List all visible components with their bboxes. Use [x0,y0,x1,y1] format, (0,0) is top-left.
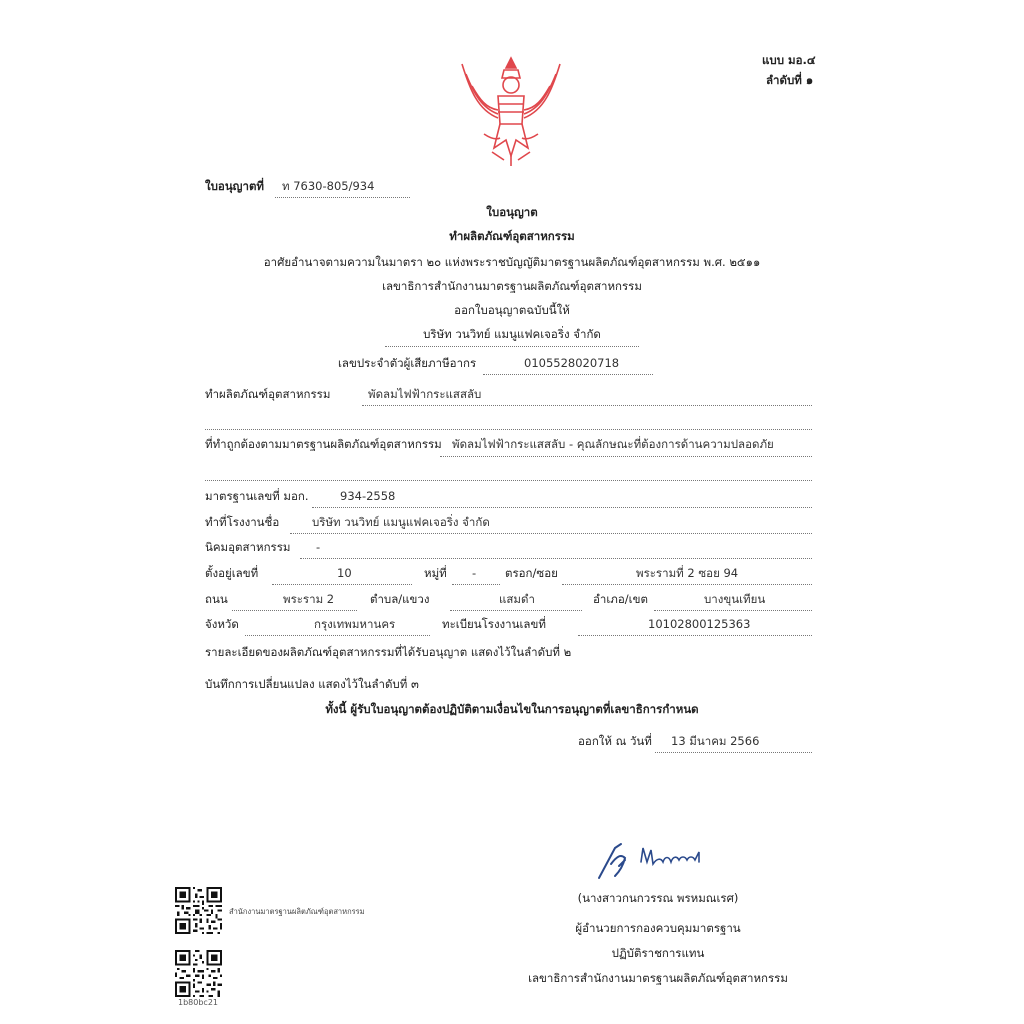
details-note: รายละเอียดของผลิตภัณฑ์อุตสาหกรรมที่ได้รับอนุญาต แสดงไว้ในลำดับที่ ๒ [205,645,572,659]
divider [578,635,812,636]
authority-line-3: ออกใบอนุญาตฉบับนี้ให้ [454,303,570,317]
authority-line-1: อาศัยอำนาจตามความในมาตรา ๒๐ แห่งพระราชบัญญัติมาตรฐานผลิตภัณฑ์อุตสาหกรรม พ.ศ. ๒๕๑๑ [263,255,761,269]
estate-label: นิคมอุตสาหกรรม [205,540,291,554]
form-code: แบบ มอ.๔ [762,53,816,67]
subdistrict-label: ตำบล/แขวง [370,592,430,606]
divider [483,374,653,375]
qr-caption: สำนักงานมาตรฐานผลิตภัณฑ์อุตสาหกรรม [229,907,365,916]
issue-date: 13 มีนาคม 2566 [671,734,760,748]
moo-label: หมู่ที่ [424,566,447,580]
qr-code-icon [175,887,222,934]
divider [562,584,812,585]
address-number: 10 [337,566,352,580]
standard-number-label: มาตรฐานเลขที่ มอก. [205,489,309,503]
signer-title: ผู้อำนวยการกองควบคุมมาตรฐาน [575,921,741,935]
divider [440,456,812,457]
soi-label: ตรอก/ซอย [505,566,558,580]
divider [275,197,410,198]
divider [450,610,582,611]
form-order: ลำดับที่ ๑ [766,73,814,87]
qr-code-icon [175,950,222,997]
road-value: พระราม 2 [283,592,335,606]
road-label: ถนน [205,592,228,606]
standard-number: 934-2558 [340,489,396,503]
province-label: จังหวัด [205,617,239,631]
issue-date-label: ออกให้ ณ วันที่ [578,734,652,748]
license-number: ท 7630-805/934 [282,179,375,193]
tax-id-value: 0105528020718 [524,356,620,370]
license-number-label: ใบอนุญาตที่ [205,179,264,193]
province-value: กรุงเทพมหานคร [314,617,396,631]
authority-line-2: เลขาธิการสำนักงานมาตรฐานผลิตภัณฑ์อุตสาหกรรม [382,279,642,293]
moo-value: - [472,566,477,580]
document-subtitle: ทำผลิตภัณฑ์อุตสาหกรรม [449,229,575,243]
signature-image [595,838,720,882]
conditions-note: ทั้งนี้ ผู้รับใบอนุญาตต้องปฏิบัติตามเงื่อนไขในการอนุญาตที่เลขาธิการกำหนด [325,702,699,716]
soi-value: พระรามที่ 2 ซอย 94 [636,566,739,580]
divider [205,480,812,481]
divider [312,507,812,508]
document-code: 1b80bc21 [178,998,219,1007]
district-label: อำเภอ/เขต [593,592,648,606]
product-value: พัดลมไฟฟ้ากระแสสลับ [368,387,482,401]
garuda-emblem-icon [452,52,570,170]
factory-registration-number: 10102800125363 [648,617,751,631]
address-number-label: ตั้งอยู่เลขที่ [205,566,259,580]
divider [272,584,412,585]
divider [654,610,812,611]
factory-name: บริษัท วนวิทย์ แมนูแฟคเจอริ่ง จำกัด [312,515,490,529]
divider [362,405,812,406]
changes-note: บันทึกการเปลี่ยนแปลง แสดงไว้ในลำดับที่ ๓ [205,677,419,691]
product-label: ทำผลิตภัณฑ์อุตสาหกรรม [205,387,331,401]
divider [452,584,500,585]
factory-registration-label: ทะเบียนโรงงานเลขที่ [442,617,546,631]
divider [205,429,812,430]
acting-on-behalf: ปฏิบัติราชการแทน [611,946,705,960]
factory-label: ทำที่โรงงานชื่อ [205,515,280,529]
divider [232,610,357,611]
divider [245,635,430,636]
standard-desc-label: ที่ทำถูกต้องตามมาตรฐานผลิตภัณฑ์อุตสาหกรรม [205,437,442,451]
subdistrict-value: แสมดำ [499,592,535,606]
company-name: บริษัท วนวิทย์ แมนูแฟคเจอริ่ง จำกัด [423,327,601,341]
document-title: ใบอนุญาต [486,205,538,219]
estate-value: - [316,540,321,554]
divider [290,533,812,534]
district-value: บางขุนเทียน [704,592,766,606]
signer-name: (นางสาวกนกวรรณ พรหมณเรศ) [577,891,739,905]
standard-desc-value: พัดลมไฟฟ้ากระแสสลับ - คุณลักษณะที่ต้องการด้านความปลอดภัย [452,437,774,451]
divider [385,346,639,347]
signer-organization: เลขาธิการสำนักงานมาตรฐานผลิตภัณฑ์อุตสาหกรรม [528,971,788,985]
divider [655,752,812,753]
tax-id-label: เลขประจำตัวผู้เสียภาษีอากร [338,356,477,370]
divider [300,558,812,559]
